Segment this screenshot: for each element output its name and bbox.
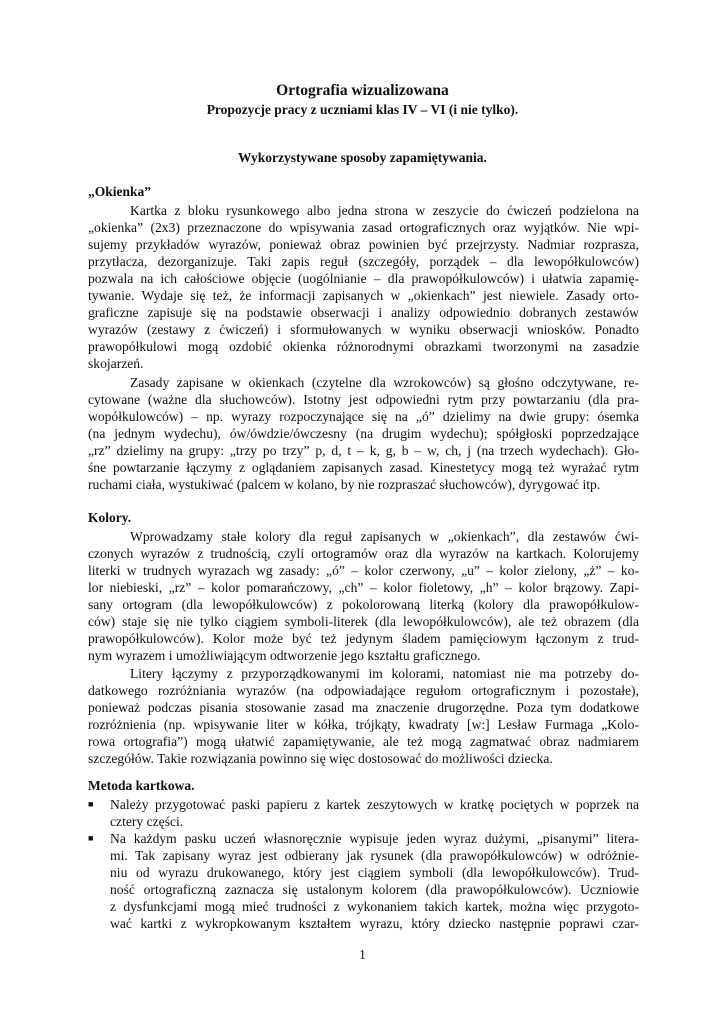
kolory-line: czonych wyrazów z trudnością, czyli ortogramów oraz dla wyrazów na kartkach. Kolorujemy (88, 546, 639, 561)
okienka-line: przytłacza, dezorganizuje. Taki zapis reguł (szczegóły, porządek – dla lewopółkulowców) (88, 254, 639, 269)
metoda-line: mi. Tak zapisany wyraz jest odbierany jak rysunek (dla prawopółkulowców) w odróżnie- (110, 848, 639, 863)
kolory-line: Litery łączymy z przyporządkowanymi im kolorami, natomiast nie ma potrzeby do- (130, 666, 639, 681)
okienka-line: graficzne zapisuje się na podstawie obserwacji i analizy odpowiednio dobranych zestawów (88, 305, 639, 320)
okienka-line: ruchami ciała, wystukiwać (palcem w kolano, by nie rozpraszać słuchowców), dyrygować itp. (88, 477, 601, 492)
kolory-line: ponieważ podczas pisania stosowanie zasad ma znaczenie drugorzędne. Poza tym dodatkowe (88, 700, 639, 715)
kolory-line: rowa ortografia”) mogą ułatwić zapamiętywanie, ale też mogą zagmatwać obraz nadmiarem (88, 734, 639, 749)
okienka-line: pozwala na ich całościowe objęcie (uogólnianie – dla prawopółkulowców) i ułatwia zapamię- (88, 271, 639, 286)
kolory-heading: Kolory. (88, 510, 132, 525)
okienka-line: „okienka” (2x3) przeznaczone do wpisywania zasad ortograficznych oraz wyjątków. Nie wpi- (88, 220, 639, 235)
okienka-line: „rz” dzielimy na grupy: „trzy po trzy” p, d, t – k, g, b – w, ch, j (na trzech wydechach). Gło- (88, 443, 639, 458)
okienka-line: Kartka z bloku rysunkowego albo jedna strona w zeszycie do ćwiczeń podzielona na (130, 203, 639, 218)
okienka-line: tywanie. Wydaje się też, że informacji zapisanych w „okienkach” jest niewiele. Zasady orto- (88, 288, 639, 303)
page-number: 1 (359, 947, 366, 962)
kolory-line: szczegółów. Takie rozwiązania powinno się więc dostosować do możliwości dziecka. (88, 751, 553, 766)
metoda-line: Należy przygotować paski papieru z kartek zeszytowych w kratkę pociętych w poprzek na (110, 797, 639, 812)
metoda-line: cztery części. (110, 814, 184, 829)
metoda-line: niu od wyrazu drukowanego, który jest ciągiem symboli (dla lewopółkulowców). Trud- (110, 865, 639, 880)
kolory-line: datkowego rozróżniania wyrazów (na odpowiadające regułom ortograficznym i pozostałe), (88, 683, 639, 698)
okienka-line: wopółkulowców) – np. wyrazy rozpoczynające się na „ó” dzielimy na dwie grupy: ósemka (88, 409, 639, 424)
kolory-line: prawopółkulowców). Kolor może być też jedynym śladem pamięciowym łączonym z trud- (88, 631, 639, 646)
okienka-line: Zasady zapisane w okienkach (czytelne dla wzrokowców) są głośno odczytywane, re- (130, 375, 639, 390)
okienka-line: śne powtarzanie łączymy z oglądaniem zapisanych zasad. Kinestetycy mogą też wyrażać rytm (88, 460, 639, 475)
kolory-line: nym wyrazem i umożliwiającym odtworzenie jego kształtu graficznego. (88, 648, 481, 663)
okienka-line: prawopółkulowi mogą ozdobić okienka różnorodnymi obrazkami tworzonymi na zasadzie (88, 339, 639, 354)
okienka-line: wyrazów (zestawy z ćwiczeń) i sformułowanych w wyniku obserwacji wniosków. Ponadto (88, 322, 639, 337)
okienka-line: sujemy przykładów wyrazów, ponieważ obraz powinien być przejrzysty. Nadmiar rozprasza, (88, 237, 639, 252)
bullet-icon: ■ (88, 833, 94, 843)
metoda-line: wać kartki z wykropkowanym kształtem wyrazu, który dziecko następnie poprawi czar- (110, 916, 639, 931)
kolory-line: ców) staje się nie tylko ciągiem symboli-literek (dla lewopółkulowców), ale też obrazem (dla (88, 614, 639, 629)
kolory-line: literki w trudnych wyrazach wg zasady: „ó” – kolor czerwony, „u” – kolor zielony, „ż” – ko- (88, 563, 639, 578)
kolory-line: Wprowadzamy stałe kolory dla reguł zapisanych w „okienkach”, dla zestawów ćwi- (130, 529, 639, 544)
okienka-line: skojarzeń. (88, 356, 144, 371)
kolory-line: lor niebieski, „rz” – kolor pomarańczowy, „ch” – kolor fioletowy, „h” – kolor brązowy. Zapi- (88, 580, 639, 595)
okienka-heading: „Okienka” (88, 184, 152, 199)
document-subtitle: Propozycje pracy z uczniami klas IV – VI (i nie tylko). (206, 102, 519, 117)
okienka-line: cytowane (ważne dla słuchowców). Istotny jest odpowiedni rytm przy powtarzaniu (dla pra- (88, 392, 639, 407)
bullet-icon: ■ (88, 799, 94, 809)
metoda-line: Na każdym pasku uczeń własnoręcznie wypisuje jeden wyraz dużymi, „pisanymi” litera- (110, 831, 639, 846)
metoda-line: z dysfunkcjami mogą mieć trudności z wykonaniem takich kartek, można więc przygoto- (110, 899, 639, 914)
metoda-line: ność ortograficzną zaznacza się ustalonym kolorem (dla prawopółkulowców). Uczniowie (110, 882, 639, 897)
section-title: Wykorzystywane sposoby zapamiętywania. (238, 150, 487, 165)
kolory-line: rozróżnienia (np. wpisywanie liter w kółka, trójkąty, kwadraty [w:] Lesław Furmaga „Kolo- (88, 717, 639, 732)
kolory-line: sany ortogram (dla lewopółkulowców) z pokolorowaną literką (kolory dla prawopółkulow- (88, 597, 639, 612)
okienka-line: (na jednym wydechu), ów/ówdzie/ówczesny (na drugim wydechu); spółgłoski poprzedzające (88, 426, 639, 441)
document-title: Ortografia wizualizowana (276, 82, 449, 99)
metoda-heading: Metoda kartkowa. (88, 778, 195, 793)
